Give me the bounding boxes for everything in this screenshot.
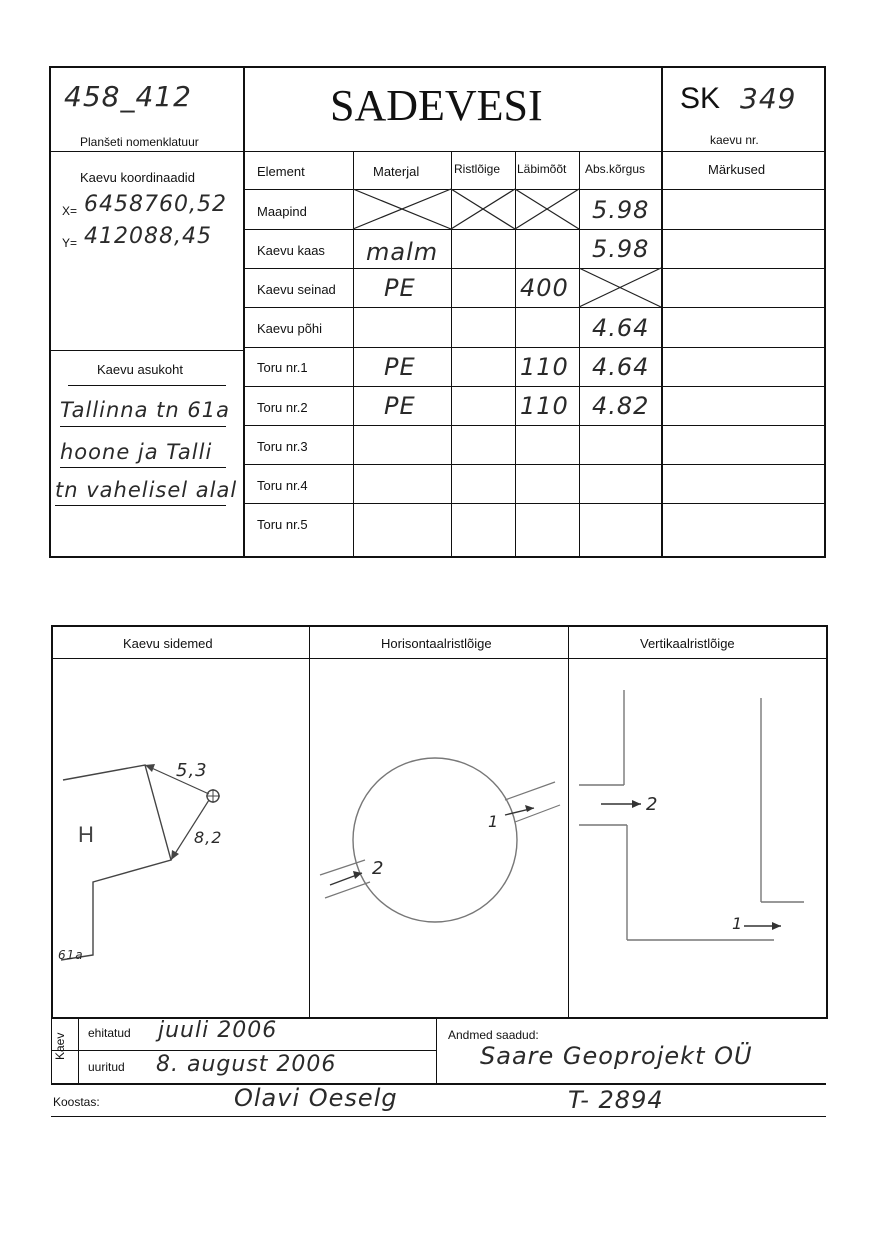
divider-left-col	[243, 66, 245, 558]
location-underline-0	[68, 385, 226, 386]
nomenclature-value: 458_412	[64, 80, 192, 113]
divider-right-col	[661, 66, 663, 558]
cell-abs: 4.64	[592, 353, 650, 381]
sidemed-building: H	[78, 822, 94, 847]
header-markused: Märkused	[708, 162, 766, 177]
footer-border-left	[51, 1019, 52, 1084]
cell-abs: 5.98	[592, 235, 650, 263]
sidemed-label: Kaevu sidemed	[123, 636, 213, 651]
location-underline-3	[55, 505, 226, 506]
koostas-value: Olavi Oeselg	[234, 1084, 398, 1112]
uuritud-label: uuritud	[88, 1060, 125, 1074]
cell-materjal: PE	[384, 353, 416, 381]
well-number-label: kaevu nr.	[710, 133, 759, 147]
horisontaal-pipe-1: 1	[488, 812, 500, 831]
horisontaal-sketch	[310, 660, 568, 1017]
cell-abs: 4.64	[592, 314, 650, 342]
vertikaal-label: Vertikaalristlõige	[640, 636, 735, 651]
coord-x-label: X=	[62, 204, 78, 218]
location-underline-2	[60, 467, 226, 468]
header-labimoot: Läbimõõt	[517, 162, 567, 176]
ehitatud-label: ehitatud	[88, 1026, 131, 1040]
nomenclature-label: Planšeti nomenklatuur	[80, 135, 199, 149]
cell-labimoot: 110	[520, 353, 569, 381]
location-underline-1	[60, 426, 226, 427]
sidemed-dist-2: 8,2	[194, 828, 223, 847]
document-code: T- 2894	[568, 1086, 664, 1114]
cell-labimoot: 110	[520, 392, 569, 420]
top-form-border-right	[824, 66, 826, 558]
location-line-2: hoone ja Talli	[60, 440, 213, 464]
row-element: Toru nr.4	[257, 478, 308, 493]
footer-divider-1	[51, 1050, 436, 1051]
header-materjal: Materjal	[373, 164, 420, 179]
uuritud-value: 8. august 2006	[156, 1052, 337, 1077]
footer-kaev-divider	[78, 1019, 79, 1084]
location-line-3: tn vahelisel alal	[55, 478, 238, 502]
ehitatud-value: juuli 2006	[158, 1018, 278, 1043]
vertikaal-pipe-2: 2	[646, 794, 659, 815]
location-label: Kaevu asukoht	[97, 362, 184, 377]
divider-abs	[579, 151, 580, 557]
well-number: 349	[740, 82, 797, 115]
page-title: SADEVESI	[330, 81, 543, 130]
divider-row-3	[244, 307, 826, 308]
sidemed-building-label: 61a	[58, 948, 84, 962]
row-element: Toru nr.2	[257, 400, 308, 415]
cell-materjal: PE	[384, 392, 416, 420]
sketch-border-right	[826, 625, 828, 1019]
cell-labimoot: 400	[520, 274, 569, 302]
divider-row-2	[244, 268, 826, 269]
location-line-1: Tallinna tn 61a	[60, 398, 230, 422]
cell-materjal: PE	[384, 274, 416, 302]
divider-row-7	[244, 464, 826, 465]
row-element: Kaevu kaas	[257, 243, 325, 258]
top-form-border-bottom	[49, 556, 826, 558]
koostas-label: Koostas:	[53, 1095, 100, 1109]
horisontaal-label: Horisontaalristlõige	[381, 636, 492, 651]
sketch-header-divider	[51, 658, 828, 659]
maapind-cross-marks	[353, 189, 579, 229]
coord-y-label: Y=	[62, 236, 78, 250]
top-form-border-top	[49, 66, 826, 68]
vertikaal-sketch	[569, 660, 826, 1017]
divider-location-box	[49, 350, 244, 351]
seinad-abs-cross-mark	[579, 268, 661, 307]
row-element: Toru nr.5	[257, 517, 308, 532]
cell-materjal: malm	[366, 238, 439, 266]
sidemed-dist-1: 5,3	[176, 760, 208, 781]
header-element: Element	[257, 164, 305, 179]
divider-row-1	[244, 229, 826, 230]
row-element: Kaevu põhi	[257, 321, 323, 336]
coords-label: Kaevu koordinaadid	[80, 170, 195, 185]
divider-row-5	[244, 386, 826, 387]
divider-row-4	[244, 347, 826, 348]
row-element: Toru nr.3	[257, 439, 308, 454]
coord-x-value: 6458760,52	[84, 192, 227, 217]
cell-abs: 4.82	[592, 392, 650, 420]
andmed-label: Andmed saadud:	[448, 1028, 539, 1042]
header-abs-korgus: Abs.kõrgus	[585, 162, 646, 176]
divider-row-8	[244, 503, 826, 504]
row-element: Kaevu seinad	[257, 282, 336, 297]
row-element: Maapind	[257, 204, 307, 219]
kaev-label: Kaev	[53, 1032, 67, 1060]
footer-divider-2	[51, 1083, 826, 1085]
row-element: Toru nr.1	[257, 360, 308, 375]
sketch-border-top	[51, 625, 828, 627]
footer-mid-divider	[436, 1019, 437, 1084]
cell-abs: 5.98	[592, 196, 650, 224]
horisontaal-pipe-2: 2	[372, 858, 385, 879]
vertikaal-pipe-1: 1	[732, 914, 744, 933]
divider-header-row	[49, 151, 826, 152]
coord-y-value: 412088,45	[84, 224, 212, 249]
andmed-value: Saare Geoprojekt OÜ	[480, 1042, 753, 1070]
header-ristloige: Ristlõige	[454, 162, 501, 176]
footer-divider-3	[51, 1116, 826, 1117]
well-prefix: SK	[680, 82, 721, 115]
top-form-border-left	[49, 66, 51, 558]
divider-row-6	[244, 425, 826, 426]
